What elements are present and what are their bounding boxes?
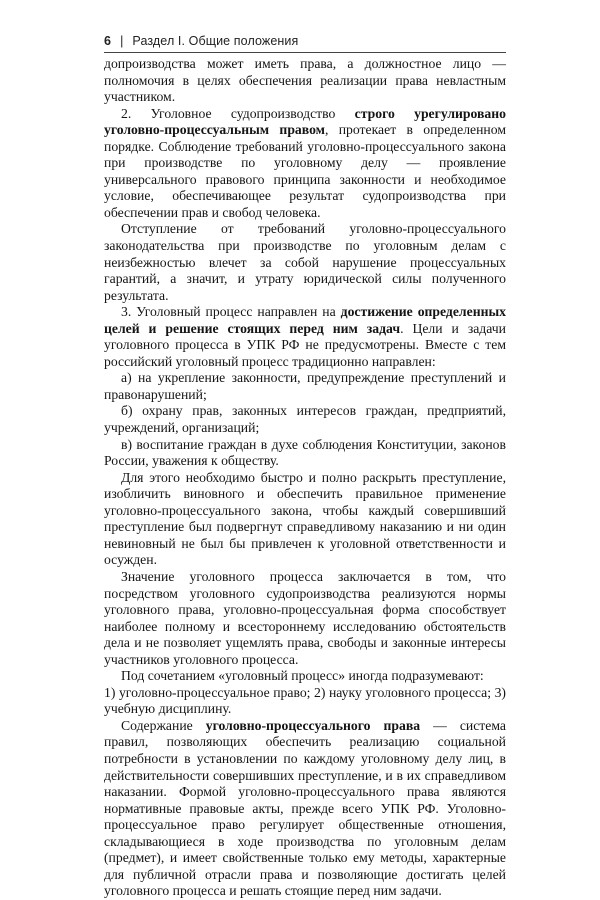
paragraph: Отступление от требований уголовно-процессуального законодательства при производстве по уголовным делам с неизбежностью влечет за собой нарушение процессуальных гарантий, а значит, и утрату юридической силы полученного результата. — [104, 221, 506, 303]
paragraph-text: , протекает в определенном порядке. Соблюдение требований уголовно-процессуального закона при производстве по уголовному делу — проявление универсального правового принципа законности и необходимое условие, обеспечивающее результат судопроизводства при обеспечении прав и свобод человека. — [104, 122, 506, 220]
list-item: б) охрану прав, законных интересов граждан, предприятий, учреждений, организаций; — [104, 403, 506, 436]
emphasis: строго урегулировано уголовно-процессуальным правом — [104, 105, 507, 138]
paragraph-text: . Цели и задачи уголовного процесса в УПК РФ не предусмотрены. Вместе с тем российский уголовный процесс традиционно направлен: — [104, 320, 506, 369]
paragraph — [104, 718, 506, 900]
running-head — [104, 34, 298, 48]
paragraph-text: Содержание — [121, 717, 206, 733]
body-text — [104, 56, 506, 900]
list-item: в) воспитание граждан в духе соблюдения Конституции, законов России, уважения к обществу. — [104, 436, 506, 469]
emphasis: достижение определенных целей и решение стоящих перед ним задач — [104, 304, 506, 336]
paragraph-text: 3. Уголовный процесс направлен на — [121, 304, 341, 320]
section-title: Раздел I. Общие положения — [132, 34, 299, 48]
header-rule — [104, 52, 506, 53]
paragraph: Для этого необходимо быстро и полно раскрыть преступление, изобличить виновного и обеспечить правильное применение уголовно-процессуального закона, чтобы каждый совершивший преступление был подвергнут справедливому наказанию и ни один невиновный не был бы привлечен к уголовной ответственности и осужден. — [104, 469, 506, 568]
paragraph-text: 2. Уголовное судопроизводство — [121, 105, 355, 121]
paragraph: Значение уголовного процесса заключается в том, что посредством уголовного судопроизводства реализуются нормы уголовного права, уголовно-процессуальная форма способствует наиболее полному и всестороннему исследованию обстоятельств дела и не позволяет ущемлять права, свободы и законные интересы участников уголовного процесса. — [104, 568, 506, 667]
paragraph: 1) уголовно-процессуальное право; 2) науку уголовного процесса; 3) учебную дисциплину. — [104, 684, 506, 717]
emphasis: уголовно-процессуального права — [205, 717, 421, 733]
page-number: 6 — [104, 34, 112, 48]
paragraph — [104, 106, 506, 222]
paragraph-text: — система правил, позволяющих обеспечить реализацию социальной потребности в установлении по каждому уголовному делу лиц, в действительности совершивших преступление, и в их справедливом наказании. Формой уголовно-процессуального права являются нормативные правовые акты, прежде всего УПК РФ. Уголовно-процессуальное право регулирует общественные отношения, складывающиеся в ходе производства по уголовным делам (предмет), и имеет свойственные только ему методы, характерные для публичной отрасли права и позволяющие достигать целей уголовного процесса и решать стоящие перед ним задачи. — [104, 717, 506, 899]
header-separator: | — [120, 34, 124, 48]
list-item: а) на укрепление законности, предупреждение преступлений и правонарушений; — [104, 370, 506, 402]
paragraph: Под сочетанием «уголовный процесс» иногда подразумевают: — [121, 668, 484, 684]
paragraph — [104, 304, 506, 370]
paragraph: допроизводства может иметь права, а должностное лицо — полномочия в целях обеспечения реализации права невластным участником. — [104, 56, 506, 105]
